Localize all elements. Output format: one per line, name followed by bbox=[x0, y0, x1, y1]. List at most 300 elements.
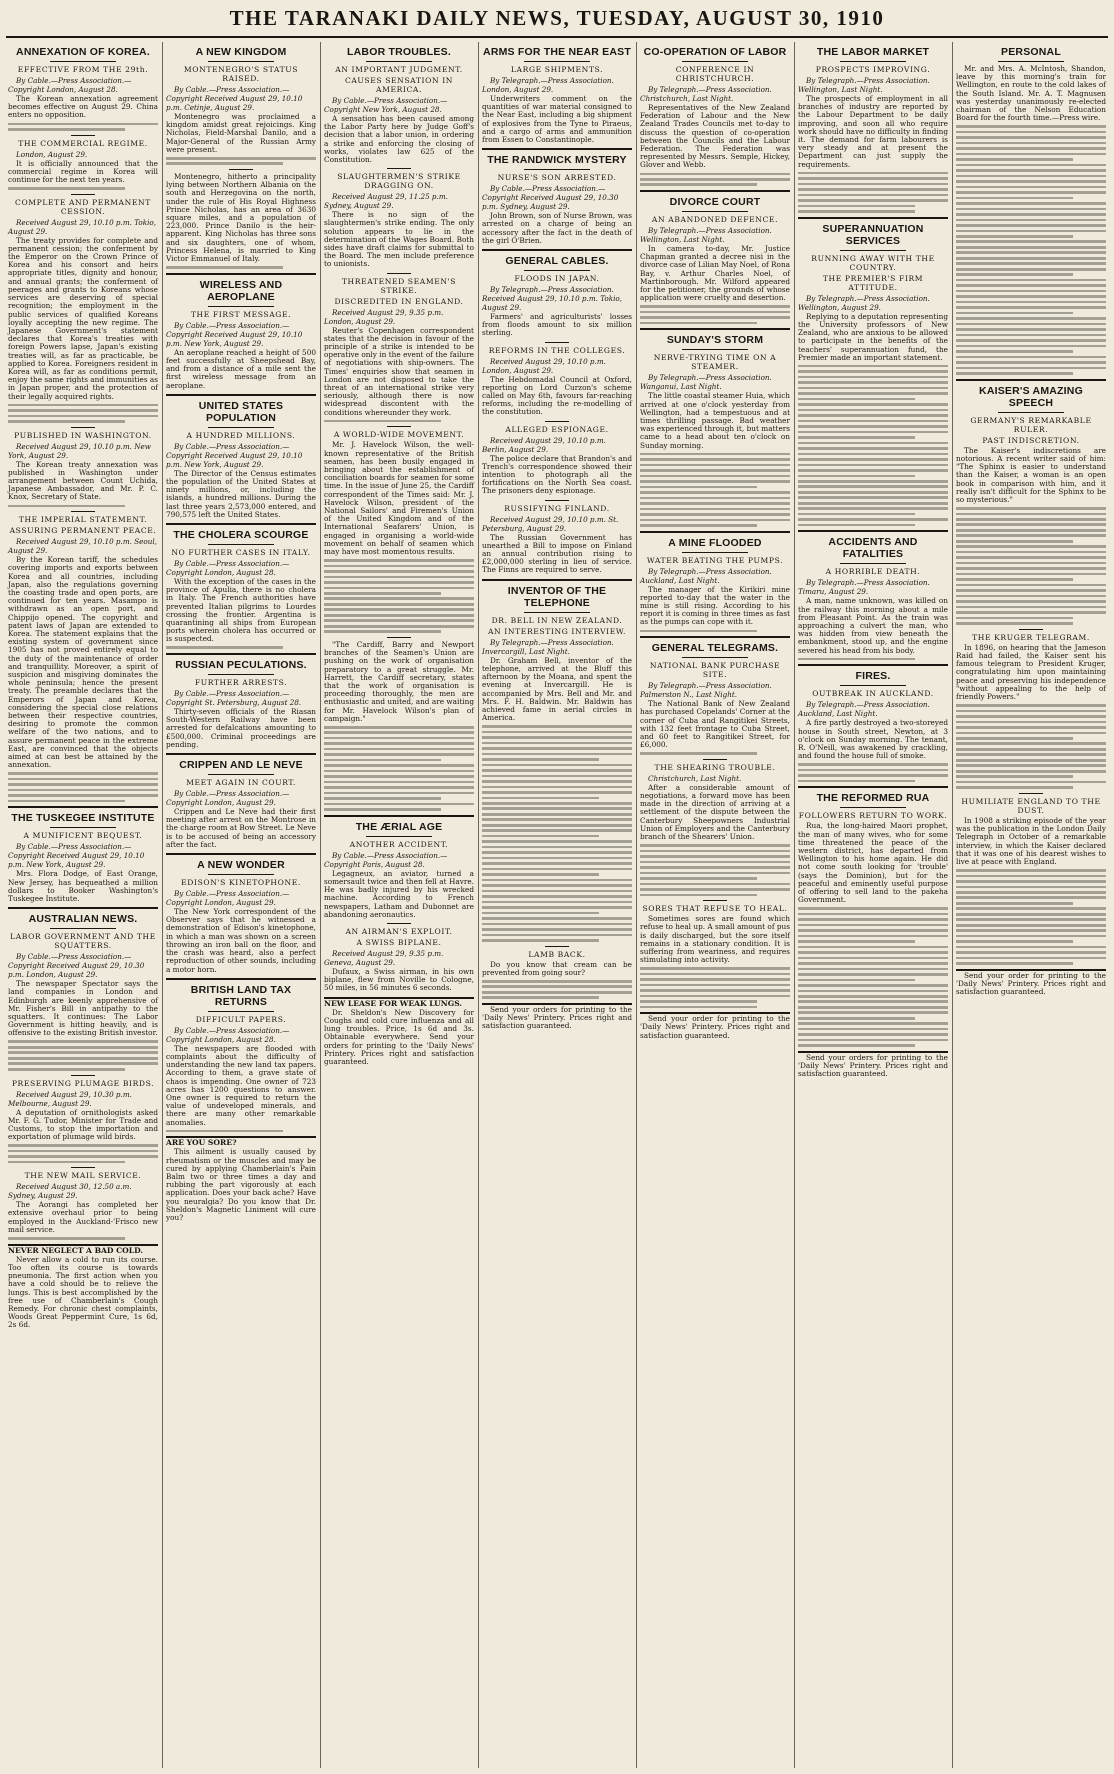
text-line bbox=[482, 829, 632, 832]
article-subheading: A MUNIFICENT BEQUEST. bbox=[23, 831, 143, 841]
text-line bbox=[798, 924, 948, 927]
article-body: The Korean annexation agreement becomes effective on August 29. China enters no opposition. bbox=[8, 94, 158, 120]
article-body: Thirty-seven officials of the Riasan South-Western Railway have been arrested for defalcations amounting to £500,000. Criminal proceedings are pending. bbox=[166, 707, 316, 749]
text-line bbox=[324, 803, 474, 806]
article bbox=[8, 1075, 158, 1164]
section-rule bbox=[703, 759, 727, 760]
text-line bbox=[324, 742, 474, 745]
article-body-continuation bbox=[166, 1130, 316, 1133]
article-headline: SUPERANNUATION SERVICES bbox=[822, 222, 924, 247]
article-body: Sometimes sores are found which refuse to heal up. A small amount of pus is daily discharged, but the sore itself remains in a stationary condition. It is suffering from weariness, and requires stimulating into activity. bbox=[640, 914, 790, 965]
headline-rule bbox=[840, 563, 906, 564]
article-subheading: OUTBREAK IN AUCKLAND. bbox=[812, 689, 934, 699]
text-line bbox=[956, 372, 1073, 375]
article-body-continuation bbox=[956, 507, 1106, 625]
text-line bbox=[956, 595, 1106, 598]
article-body: Montenegro, hitherto a principality lying between Northern Albania on the south and Herzegovina on the north, under the rule of His Royal Highness Prince Nicholas, has an area of 3630 square miles, and a population of 223,000. Prince Danilo is the heir-apparent. King Nicholas has three sons and six daughters, one of whom, Princess Helena, is married to King Victor Emmanuel of Italy. bbox=[166, 171, 316, 264]
article-subheading: DIFFICULT PAPERS. bbox=[195, 1014, 287, 1024]
text-line bbox=[640, 316, 790, 319]
article-subheading: AN AIRMAN'S EXPLOIT. bbox=[345, 926, 453, 936]
article-dateline: By Cable.—Press Association.—Copyright Received August 29, 10.30 p.m. Sydney, August 29. bbox=[482, 184, 619, 212]
text-line bbox=[482, 857, 632, 860]
section-rule bbox=[71, 194, 95, 195]
article-dateline: Received August 29, 10.10 p.m. London, August 29. bbox=[482, 356, 606, 375]
article-body: An aeroplane reached a height of 500 feet successfully at Sheepshead Bay, and from a distance of a mile sent the first wireless message from an aeroplane. bbox=[166, 347, 316, 390]
text-line bbox=[640, 311, 790, 314]
article-body: The Korean treaty annexation was published in Washington under arrangement between Count Uchida, Japanese Ambassador, and Mr. P. C. Knox, Secretary of State. bbox=[8, 459, 158, 502]
text-line bbox=[956, 962, 1073, 965]
article-body: There is no sign of the slaughtermen's strike ending. The only solution appears to lie in the determination of the Wages Board. Both sides have draft claims for submittal to the Board. The men include preference to unionists. bbox=[324, 210, 474, 269]
text-line bbox=[956, 704, 1106, 707]
text-line bbox=[956, 573, 1106, 576]
article-dateline: Received August 29, 10.10 p.m. Tokio, August 29. bbox=[8, 217, 157, 236]
text-line bbox=[956, 131, 1106, 134]
text-line bbox=[956, 737, 1073, 740]
text-line bbox=[956, 918, 1106, 921]
text-line bbox=[956, 715, 1106, 718]
article bbox=[8, 907, 158, 1070]
headline-rule bbox=[524, 169, 590, 170]
text-line bbox=[956, 764, 1106, 767]
text-line bbox=[482, 934, 632, 937]
article-headline: BRITISH LAND TAX RETURNS bbox=[190, 983, 292, 1008]
text-line bbox=[956, 935, 1106, 938]
text-line bbox=[166, 646, 283, 649]
text-line bbox=[324, 559, 474, 562]
text-line bbox=[956, 786, 1073, 789]
text-line bbox=[956, 617, 1073, 620]
text-line bbox=[8, 1144, 158, 1147]
article-dateline: By Telegraph.—Press Association. Wanganui, Last Night. bbox=[640, 373, 772, 392]
section-rule bbox=[71, 135, 95, 136]
text-line bbox=[482, 791, 632, 794]
text-line bbox=[798, 968, 948, 971]
column-2 bbox=[162, 42, 320, 1768]
article bbox=[798, 530, 948, 660]
advertisement bbox=[640, 1012, 790, 1040]
advertisement-title: NEVER NEGLECT A BAD COLD. bbox=[8, 1245, 144, 1255]
text-line bbox=[324, 792, 474, 795]
text-line bbox=[324, 775, 474, 778]
text-line bbox=[8, 1155, 158, 1158]
article-headline: A NEW WONDER bbox=[197, 859, 285, 872]
article-body: By the Korean tariff, the schedules covering imports and exports between Korea and all countries, including Japan, also the regulations governing the coasting trade and open ports, are continued for ten years. Masampo is withdrawn as an open port, and Chippijo opened. The copyright and patent laws of Japan are extended to Korea. The statement explains that the existing system of government since 1905 has not proved entirely equal to the duty of the maintenance of order and tranquillity. Moreover, a spirit of suspicion and misgiving dominates the whole peninsula; hence the present treaty. The preamble declares that the Emperors of Japan and Korea, considering the special close relations between their respective countries, desiring to promote the common welfare of the two nations, and to assure permanent peace in the extreme East, are convinced that the objects aimed at can best be attained by the annexation. bbox=[8, 555, 158, 770]
article bbox=[482, 342, 632, 417]
text-line bbox=[956, 929, 1106, 932]
article-dateline: Received August 29, 9.35 p.m. London, August 29. bbox=[324, 307, 444, 326]
article-subheading: MEET AGAIN IN COURT. bbox=[186, 778, 296, 788]
article-body: It is officially announced that the commercial regime in Korea will continue for the next ten years. bbox=[8, 158, 158, 184]
headline-rule bbox=[840, 807, 906, 808]
text-line bbox=[956, 913, 1106, 916]
text-line bbox=[956, 164, 1106, 167]
text-line bbox=[166, 1130, 283, 1133]
section-rule bbox=[1019, 793, 1043, 794]
text-line bbox=[324, 592, 441, 595]
article-dateline: Received August 29, 11.25 p.m. Sydney, August 29. bbox=[324, 192, 448, 211]
text-line bbox=[482, 912, 599, 915]
headline-rule bbox=[682, 349, 748, 350]
article-divider bbox=[798, 217, 948, 219]
text-line bbox=[956, 875, 1106, 878]
article-headline: PERSONAL bbox=[1001, 46, 1061, 58]
text-line bbox=[324, 581, 474, 584]
section-rule bbox=[545, 500, 569, 501]
text-line bbox=[956, 951, 1106, 954]
text-line bbox=[482, 991, 632, 994]
article-dateline: By Cable.—Press Association.—Copyright St. Petersburg, August 28. bbox=[166, 689, 302, 708]
text-line bbox=[798, 929, 948, 932]
article-body: The little coastal steamer Huia, which arrived at one o'clock yesterday from Wellington, had a tempestuous and at times thrilling passage. Bad weather was experienced through it, but matters came to a head about ten o'clock on Sunday morning. bbox=[640, 391, 790, 450]
article-body: The New York correspondent of the Observer says that he witnessed a demonstration of Edison's kinetophone, in which a man was shown on a screen throwing an iron ball on the floor, and the crash was heard, also a perfect reproduction of other sounds, including a motor horn. bbox=[166, 907, 316, 974]
section-rule bbox=[71, 427, 95, 428]
text-line bbox=[798, 507, 948, 510]
article-dateline: London, August 29. bbox=[16, 149, 88, 159]
text-line bbox=[640, 861, 790, 864]
article bbox=[798, 46, 948, 213]
text-line bbox=[956, 230, 1106, 233]
column-3 bbox=[320, 42, 478, 1768]
article-body: After a considerable amount of negotiations, a forward move has been made in the direction of arriving at a settlement of the dispute between the Canterbury Sheepowners Industrial Union of Employers and the Canterbury branch of the Shearers' Union. bbox=[640, 782, 790, 842]
article-dateline: By Cable.—Press Association.—Copyright Received August 29, 10.30 p.m. London, August 29. bbox=[8, 952, 145, 980]
text-line bbox=[798, 780, 915, 783]
text-line bbox=[640, 888, 790, 891]
article-subheading: PROSPECTS IMPROVING. bbox=[815, 65, 931, 74]
article-body: In camera to-day, Mr. Justice Chapman granted a decree nisi in the divorce case of Lilian May Noel, of Rona Bay, v. Arthur Charles Noel, of Martinborough. Mr. Wilford appeared for the petitioner, the grounds of whose application were cruelty and desertion. bbox=[640, 244, 790, 303]
text-line bbox=[798, 1022, 948, 1025]
article-body: The prospects of employment in all branches of industry are reported by the Labour Department to be daily improving, and soon all who require work should have no difficulty in finding it. The demand for farm labourers is very steady and at present the Department can just supply the requirements. bbox=[798, 94, 948, 169]
article-subheading: LAMB BACK. bbox=[528, 949, 586, 959]
text-line bbox=[482, 786, 632, 789]
article bbox=[640, 531, 790, 633]
article bbox=[324, 637, 474, 811]
text-line bbox=[956, 328, 1106, 331]
article-body-continuation bbox=[324, 420, 474, 423]
text-line bbox=[956, 551, 1106, 554]
text-line bbox=[956, 191, 1106, 194]
text-line bbox=[798, 769, 948, 772]
text-line bbox=[482, 764, 632, 767]
article-body-continuation bbox=[8, 1040, 158, 1070]
article-headline: KAISER'S AMAZING SPEECH bbox=[979, 384, 1083, 409]
text-line bbox=[956, 759, 1106, 762]
text-line bbox=[956, 334, 1106, 337]
text-line bbox=[798, 951, 948, 954]
text-line bbox=[482, 742, 632, 745]
text-line bbox=[640, 984, 790, 987]
text-line bbox=[798, 907, 948, 910]
text-line bbox=[8, 420, 125, 423]
advertisement bbox=[956, 969, 1106, 997]
article-dateline: By Telegraph.—Press Association. Received August 29, 10.10 p.m. Tokio, August 29. bbox=[482, 285, 623, 313]
text-line bbox=[798, 1017, 915, 1020]
text-line bbox=[640, 1006, 757, 1009]
text-line bbox=[640, 855, 790, 858]
article bbox=[482, 46, 632, 144]
article-subheading: COMPLETE AND PERMANENT CESSION. bbox=[15, 197, 151, 216]
section-rule bbox=[387, 168, 411, 169]
headline-rule bbox=[208, 774, 274, 775]
article-divider bbox=[8, 806, 158, 808]
article-headline: RUSSIAN PECULATIONS. bbox=[175, 659, 307, 672]
article-body-continuation bbox=[956, 704, 1106, 789]
text-line bbox=[8, 187, 125, 190]
text-line bbox=[166, 162, 283, 165]
article-dateline: By Telegraph.—Press Association. Christchurch, Last Night. bbox=[640, 85, 772, 103]
text-line bbox=[956, 611, 1106, 614]
article-dateline: By Cable.—Press Association.—Copyright Received August 29, 10.10 p.m. New York, August 29. bbox=[166, 441, 303, 469]
text-line bbox=[482, 753, 632, 756]
article-dateline: By Cable.—Press Association.—Copyright Received August 29, 10.10 p.m. New York, August 29. bbox=[166, 320, 303, 348]
text-line bbox=[482, 884, 632, 887]
text-line bbox=[324, 597, 474, 600]
article-dateline: Received August 29, 10.10 p.m. Berlin, August 29. bbox=[482, 435, 606, 454]
column-rule bbox=[162, 42, 163, 1768]
text-line bbox=[798, 502, 948, 505]
article-body: A sensation has been caused among the Labor Party here by Judge Goff's decision that a labor union, in ordering a strike and enforcing the closing of works, violates law 625 of the Constitution. bbox=[324, 114, 474, 165]
text-line bbox=[324, 570, 474, 573]
text-line bbox=[798, 1039, 948, 1042]
text-line bbox=[8, 1051, 158, 1054]
text-line bbox=[482, 868, 632, 871]
article-body: The National Bank of New Zealand has purchased Copelands' Corner at the corner of Cuba and Rangitikei Streets, with 132 feet frontage to Cuba Street, and 60 feet to Rangitikei Street, for £6,000. bbox=[640, 699, 790, 750]
article bbox=[166, 394, 316, 519]
text-line bbox=[798, 957, 948, 960]
article bbox=[166, 978, 316, 1133]
headline-rule bbox=[208, 61, 274, 62]
headline-rule bbox=[682, 211, 748, 212]
article-headline: ANNEXATION OF KOREA. bbox=[16, 46, 150, 58]
text-line bbox=[324, 565, 474, 568]
advertisement-text: Send your order for printing to the 'Daily News' Printery. Prices right and satisfaction guaranteed. bbox=[956, 970, 1106, 997]
text-line bbox=[482, 980, 632, 983]
article-headline: GENERAL TELEGRAMS. bbox=[651, 642, 779, 655]
article-body: Mr. J. Havelock Wilson, the well-known representative of the British seamen, has been busily engaged in bringing about the establishment of conciliation boards for seamen for some time. In the issue of June 25, the Cardiff correspondent of the Times said: Mr. J. Havelock Wilson, president of the National Sailors' and Firemen's Union of the United Kingdom and of the International Seafarers' Union, is engaged in organising a world-wide movement on behalf of seamen which may have most momentous results. bbox=[324, 440, 474, 556]
text-line bbox=[640, 305, 790, 308]
advertisement bbox=[324, 997, 474, 1067]
text-line bbox=[324, 808, 441, 811]
article-body-continuation bbox=[640, 305, 790, 324]
article-subheading: LABOR GOVERNMENT AND THE SQUATTERS. bbox=[10, 932, 156, 951]
column-rule bbox=[478, 42, 479, 1768]
article-dateline: By Cable.—Press Association.—Copyright Paris, August 28. bbox=[324, 850, 448, 869]
headline-rule bbox=[998, 412, 1064, 413]
text-line bbox=[640, 995, 790, 998]
text-line bbox=[956, 202, 1106, 205]
article-divider bbox=[956, 379, 1106, 381]
section-rule bbox=[703, 900, 727, 901]
text-line bbox=[640, 850, 790, 853]
text-line bbox=[956, 219, 1106, 222]
article-subheading: NERVE-TRYING TIME ON A STEAMER. bbox=[653, 353, 777, 372]
text-line bbox=[482, 917, 632, 920]
text-line bbox=[798, 491, 948, 494]
article bbox=[640, 759, 790, 896]
article-body-continuation bbox=[640, 453, 790, 527]
article-divider bbox=[166, 394, 316, 396]
text-line bbox=[956, 518, 1106, 521]
text-line bbox=[956, 896, 1106, 899]
text-line bbox=[482, 824, 632, 827]
article-body: A man, name unknown, was killed on the railway this morning about a mile from Pleasant Point. As the train was approaching a culvert the man, who was hidden from view beneath the embankment, stood up, and the engine severed his head from his body. bbox=[798, 596, 948, 655]
text-line bbox=[324, 770, 474, 773]
text-line bbox=[640, 464, 790, 467]
article-body-continuation bbox=[956, 869, 1106, 965]
text-line bbox=[482, 928, 632, 931]
text-line bbox=[956, 540, 1073, 543]
text-line bbox=[956, 775, 1073, 778]
article-subheading: THE NEW MAIL SERVICE. bbox=[24, 1171, 142, 1181]
text-line bbox=[482, 985, 632, 988]
text-line bbox=[956, 367, 1106, 370]
headline-rule bbox=[208, 544, 274, 545]
section-rule bbox=[387, 426, 411, 427]
text-line bbox=[324, 731, 474, 734]
article-body-continuation bbox=[8, 123, 158, 131]
article-dateline: By Telegraph.—Press Association. Auckland, Last Night. bbox=[798, 700, 930, 719]
text-line bbox=[956, 175, 1106, 178]
article bbox=[482, 500, 632, 575]
article-dateline: By Cable.—Press Association.—Copyright London, August 28. bbox=[8, 76, 132, 94]
text-line bbox=[956, 523, 1106, 526]
text-line bbox=[798, 913, 948, 916]
article bbox=[8, 194, 158, 423]
article-headline: CO-OPERATION OF LABOR bbox=[643, 46, 787, 58]
article-body-continuation bbox=[8, 1237, 158, 1240]
article-body-continuation bbox=[640, 630, 790, 633]
article-body: In 1908 a striking episode of the year was the publication in the London Daily Telegraph in October of a remarkable interview, in which the Kaiser declared that it was one of his dearest wishes to live at peace with England. bbox=[956, 815, 1106, 866]
article-divider bbox=[482, 579, 632, 581]
article-body-continuation bbox=[324, 726, 474, 811]
article-subheading: THREATENED SEAMEN'S STRIKE. bbox=[341, 276, 457, 295]
article-subheading: DR. BELL IN NEW ZEALAND. bbox=[491, 615, 623, 625]
text-line bbox=[798, 365, 948, 368]
text-line bbox=[8, 415, 158, 418]
article-body-continuation bbox=[798, 365, 948, 527]
text-line bbox=[482, 780, 632, 783]
text-line bbox=[8, 783, 158, 786]
text-line bbox=[956, 606, 1106, 609]
article-subheading: FLOODS IN JAPAN. bbox=[514, 274, 600, 284]
text-line bbox=[798, 990, 948, 993]
text-line bbox=[956, 279, 1106, 282]
text-line bbox=[166, 266, 283, 269]
text-line bbox=[798, 414, 948, 417]
article-headline: LABOR TROUBLES. bbox=[347, 46, 451, 58]
text-line bbox=[482, 775, 632, 778]
text-line bbox=[8, 772, 158, 775]
article-dateline: By Telegraph.—Press Association. Auckland, Last Night. bbox=[640, 566, 772, 585]
article bbox=[166, 46, 316, 165]
headline-rule bbox=[366, 836, 432, 837]
article-body-continuation bbox=[166, 646, 316, 649]
text-line bbox=[324, 786, 474, 789]
text-line bbox=[640, 183, 757, 186]
text-line bbox=[956, 869, 1106, 872]
article-divider bbox=[166, 753, 316, 755]
text-line bbox=[8, 1150, 158, 1153]
article-body: Rua, the long-haired Maori prophet, the man of many wives, who for some time threatened the peace of the western district, has departed from Wellington to his home again. He did not come south looking for 'trouble' (says the Dominion), but for the peaceful and eminently useful purpose of offering to sell land to the pakeha Government. bbox=[798, 821, 948, 905]
article bbox=[324, 426, 474, 633]
article-body: Montenegro was proclaimed a kingdom amidst great rejoicings. King Nicholas, Field-Marshal Danilo, and a Major-General of the Russian Army were present. bbox=[166, 112, 316, 154]
text-line bbox=[8, 1068, 125, 1071]
article-subheading: RUNNING AWAY WITH THE COUNTRY. bbox=[811, 253, 935, 272]
text-line bbox=[166, 157, 316, 160]
article-body-continuation bbox=[324, 559, 474, 633]
text-line bbox=[798, 199, 948, 202]
masthead-rule bbox=[6, 36, 1108, 38]
text-line bbox=[798, 392, 948, 395]
text-line bbox=[324, 603, 474, 606]
article-body-continuation bbox=[8, 772, 158, 802]
article bbox=[324, 273, 474, 423]
text-line bbox=[956, 158, 1073, 161]
article-body: "The Cardiff, Barry and Newport branches of the Seamen's Union are pushing on the work of organisation preparatory to a great struggle. Mr. Harrett, the Cardiff secretary, states that the work of organisation is proceeding thoroughly, the men are enthusiastic and united, and are waiting for Mr. Havelock Wilson's plan of campaign." bbox=[324, 639, 474, 723]
text-line bbox=[956, 946, 1106, 949]
article-dateline: Received August 29, 9.35 p.m. Geneva, August 29. bbox=[324, 948, 444, 967]
text-line bbox=[482, 996, 599, 999]
article bbox=[324, 46, 474, 164]
text-line bbox=[8, 1046, 158, 1049]
text-line bbox=[956, 534, 1106, 537]
article bbox=[324, 923, 474, 993]
article-subheading: GERMANY'S REMARKABLE RULER. bbox=[970, 415, 1092, 434]
text-line bbox=[324, 576, 474, 579]
article-dateline: Received August 30, 12.50 a.m. Sydney, August 29. bbox=[8, 1182, 132, 1201]
article-body: Mrs. Flora Dodge, of East Orange, New Jersey, has bequeathed a million dollars to Booker Washington's Tuskegee Institute. bbox=[8, 869, 158, 903]
article bbox=[956, 46, 1106, 375]
text-line bbox=[640, 519, 790, 522]
text-line bbox=[482, 835, 599, 838]
text-line bbox=[324, 748, 474, 751]
text-line bbox=[640, 453, 790, 456]
article-divider bbox=[166, 273, 316, 275]
text-line bbox=[798, 962, 948, 965]
text-line bbox=[798, 172, 948, 175]
article-divider bbox=[640, 636, 790, 638]
article-headline: THE RANDWICK MYSTERY bbox=[487, 154, 627, 167]
text-line bbox=[956, 902, 1073, 905]
article-dateline: By Telegraph.—Press Association. London, August 29. bbox=[482, 76, 614, 94]
article-body: A deputation of ornithologists asked Mr. F. G. Tudor, Minister for Trade and Customs, to stop the importation and exportation of plumage wild birds. bbox=[8, 1107, 158, 1142]
article-headline: WIRELESS AND AEROPLANE bbox=[199, 278, 283, 303]
text-line bbox=[482, 818, 632, 821]
text-line bbox=[956, 529, 1106, 532]
article-body: Representatives of the New Zealand Federation of Labour and the New Zealand Trades Councils met to-day to discuss the question of co-operation between the Councils and the Labour Federation. The Federation was represented by Messrs. Semple, Hickey, Glover and Webb. bbox=[640, 103, 790, 170]
text-line bbox=[798, 935, 948, 938]
article-subheading: NATIONAL BANK PURCHASE SITE. bbox=[649, 661, 781, 680]
article-divider bbox=[8, 907, 158, 909]
text-line bbox=[798, 447, 948, 450]
article-subheading: PRESERVING PLUMAGE BIRDS. bbox=[11, 1078, 155, 1088]
article bbox=[8, 511, 158, 802]
text-line bbox=[640, 973, 790, 976]
text-line bbox=[956, 721, 1106, 724]
article-subheading: WATER BEATING THE PUMPS. bbox=[646, 555, 784, 565]
text-line bbox=[640, 475, 790, 478]
advertisement-text: Dr. Sheldon's New Discovery for Coughs and cold cure influenza and all lung troubles. Price, 1s 6d and 3s. Obtainable everywhere. Send your orders for printing to the 'Daily News' Printery. Prices right and satisfaction guaranteed. bbox=[324, 1007, 474, 1067]
article-dateline: By Cable.—Press Association.—Copyright London, August 28. bbox=[166, 1025, 290, 1044]
text-line bbox=[324, 587, 474, 590]
text-line bbox=[956, 781, 1106, 784]
text-line bbox=[798, 496, 948, 499]
text-line bbox=[798, 183, 948, 186]
text-line bbox=[798, 370, 948, 373]
article-headline: A NEW KINGDOM bbox=[195, 46, 287, 58]
text-line bbox=[956, 317, 1106, 320]
text-line bbox=[8, 1057, 158, 1060]
text-line bbox=[798, 1000, 948, 1003]
